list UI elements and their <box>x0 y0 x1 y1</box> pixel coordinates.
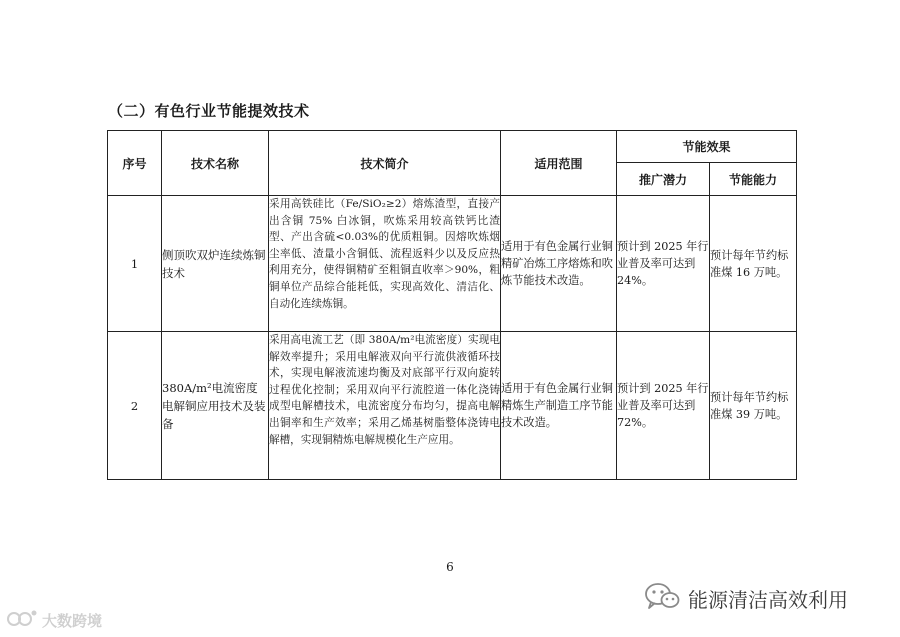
row-tech-intro: 采用高铁硅比（Fe/SiO₂≥2）熔炼渣型，直接产出含铜 75% 白冰铜，吹炼采用较高铁钙比渣型、产出含硫<0.03%的优质粗铜。因熔吹炼烟尘率低、渣量小含铜低、流程返料少以及反应热利用充分，使得铜精矿至粗铜直收率＞90%，粗铜单位产品综合能耗低，实现高效化、清洁化、自动化连续炼铜。 <box>269 196 501 332</box>
header-effect: 节能效果 <box>617 131 797 163</box>
row-capacity: 预计每年节约标准煤 16 万吨。 <box>710 196 797 332</box>
row-potential: 预计到 2025 年行业普及率可达到 72%。 <box>617 332 710 480</box>
row-tech-intro: 采用高电流工艺（即 380A/m²电流密度）实现电解效率提升；采用电解液双向平行流供液循环技术，实现电解液流速均衡及对底部平行双向旋转过程优化控制；采用双向平行流腔道一体化浇铸成型电解槽技术，电流密度分布均匀，提高电解出铜率和生产效率；采用乙烯基树脂整体浇铸电解槽，实现铜精炼电解规模化生产应用。 <box>269 332 501 480</box>
watermark-left-text: 大数跨境 <box>42 611 103 630</box>
header-name: 技术名称 <box>162 131 269 196</box>
header-row <box>108 131 797 163</box>
header-intro: 技术简介 <box>269 131 501 196</box>
table-row <box>108 332 797 480</box>
row-capacity: 预计每年节约标准煤 39 万吨。 <box>710 332 797 480</box>
row-scope: 适用于有色金属行业铜精炼生产制造工序节能技术改造。 <box>501 332 617 480</box>
section-title: （二）有色行业节能提效技术 <box>108 102 310 120</box>
row-scope: 适用于有色金属行业铜精矿冶炼工序熔炼和吹炼节能技术改造。 <box>501 196 617 332</box>
watermark-right <box>644 582 848 615</box>
header-scope: 适用范围 <box>501 131 617 196</box>
table-row <box>108 196 797 332</box>
wechat-icon <box>644 582 680 615</box>
page-number: 6 <box>446 560 454 574</box>
header-capacity: 节能能力 <box>710 163 797 196</box>
row-serial: 2 <box>108 332 162 480</box>
row-potential: 预计到 2025 年行业普及率可达到 24%。 <box>617 196 710 332</box>
header-serial: 序号 <box>108 131 162 196</box>
row-tech-name: 侧顶吹双炉连续炼铜技术 <box>162 196 269 332</box>
row-serial: 1 <box>108 196 162 332</box>
logo-icon <box>6 607 38 633</box>
watermark-left <box>6 607 102 633</box>
watermark-right-text: 能源清洁高效利用 <box>688 588 848 612</box>
row-tech-name: 380A/m²电流密度电解铜应用技术及装备 <box>162 332 269 480</box>
technology-table <box>107 130 797 480</box>
header-potential: 推广潜力 <box>617 163 710 196</box>
